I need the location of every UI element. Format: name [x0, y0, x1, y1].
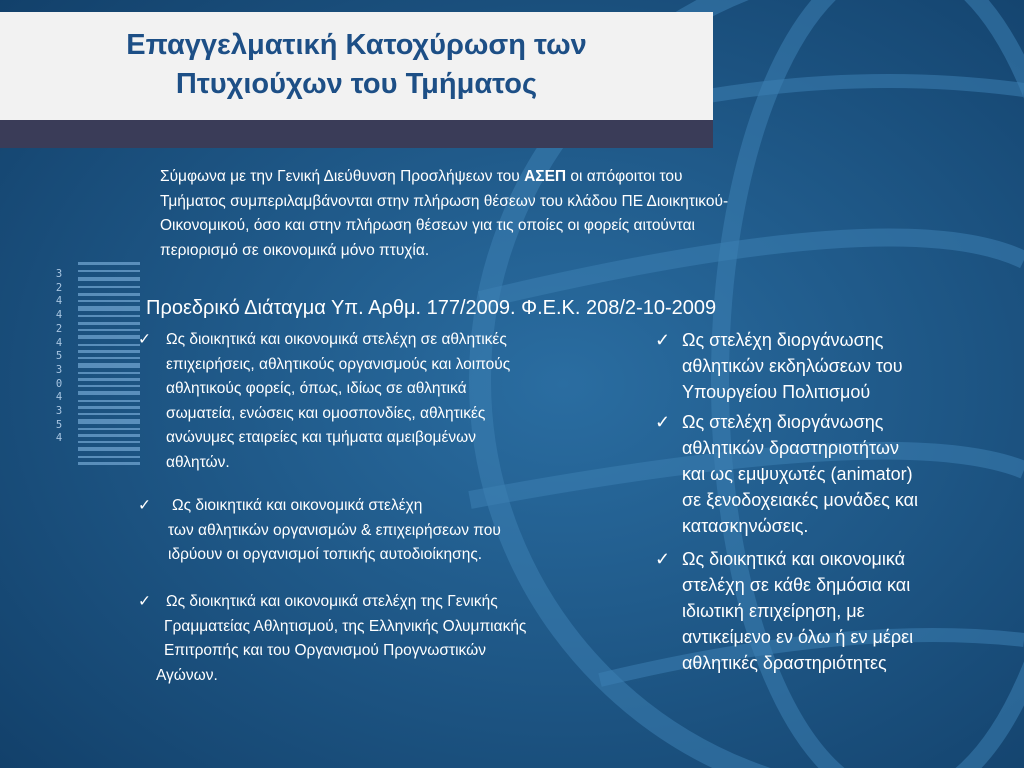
left-list-item — [138, 328, 638, 475]
item-line: αντικείμενο εν όλω ή εν μέρει — [682, 627, 914, 647]
title-line-2: Πτυχιούχων του Τμήματος — [175, 68, 538, 100]
item-line: στελέχη σε κάθε δημόσια και — [682, 575, 911, 595]
barcode-number — [52, 268, 66, 446]
item-line: αθλητών. — [166, 453, 230, 471]
barcode-digit: 4 — [55, 336, 63, 349]
check-icon: ✓ — [138, 497, 151, 514]
decree-heading: Προεδρικό Διάταγμα Υπ. Αρθμ. 177/2009. Φ.Ε.Κ. 208/2-10-2009 — [146, 297, 717, 319]
check-icon: ✓ — [138, 593, 151, 610]
item-line: των αθλητικών οργανισμών & επιχειρήσεων που — [168, 521, 501, 539]
barcode-digit: 0 — [55, 377, 63, 390]
check-icon: ✓ — [655, 330, 671, 350]
intro-line-3: Οικονομικού, όσο και στην πλήρωση θέσεων για τις οποίες οι φορείς αιτούνται — [160, 217, 695, 234]
intro-line-2: Τμήματος συμπεριλαμβάνονται στην πλήρωση θέσεων του κλάδου ΠΕ Διοικητικού- — [160, 192, 729, 210]
item-line: αθλητικών εκδηλώσεων του — [682, 356, 903, 376]
item-line: κατασκηνώσεις. — [682, 516, 809, 536]
item-line: Επιτροπής και του Οργανισμού Προγνωστικών — [164, 642, 486, 659]
title-underline-band — [0, 120, 713, 148]
right-list-item — [655, 546, 975, 676]
barcode-digit: 2 — [55, 322, 63, 335]
item-line: επιχειρήσεις, αθλητικούς οργανισμούς και λοιπούς — [166, 355, 511, 373]
barcode-digit: 3 — [55, 363, 63, 376]
item-line: Ως διοικητικά και οικονομικά στελέχη — [172, 497, 423, 514]
check-icon: ✓ — [655, 412, 671, 432]
slide-title — [0, 26, 713, 104]
item-line: και ως εμψυχωτές (animator) — [682, 464, 913, 484]
intro-line-4: περιορισμό σε οικονομικά μόνο πτυχία. — [160, 241, 430, 259]
item-line: αθλητικών δραστηριοτήτων — [682, 438, 899, 458]
barcode-digit: 5 — [55, 350, 63, 363]
item-line: Ως διοικητικά και οικονομικά — [682, 549, 906, 569]
item-line: σε ξενοδοχειακές μονάδες και — [682, 490, 919, 510]
item-line: Ως στελέχη διοργάνωσης — [682, 330, 884, 350]
asep-emphasis: ΑΣΕΠ — [524, 168, 567, 185]
barcode-digit: 3 — [55, 268, 63, 280]
item-line: Αγώνων. — [156, 666, 218, 684]
title-line-1: Επαγγελματική Κατοχύρωση των — [126, 29, 587, 61]
item-line: Ως διοικητικά και οικονομικά στελέχη της Γενικής — [166, 593, 498, 610]
item-line: Ως στελέχη διοργάνωσης — [682, 412, 884, 432]
item-line: αθλητικές δραστηριότητες — [682, 653, 887, 673]
item-line: αθλητικούς φορείς, όπως, ιδίως σε αθλητικά — [166, 380, 467, 397]
item-line: ιδιωτική επιχείρηση, με — [682, 601, 865, 621]
barcode-digit: 5 — [55, 418, 63, 431]
item-line: ανώνυμες εταιρείες και τμήματα αμειβομένων — [166, 429, 476, 446]
check-icon: ✓ — [138, 331, 151, 348]
left-list-item — [138, 494, 638, 568]
intro-line-1-end: οι απόφοιτοι του — [566, 168, 683, 185]
barcode-digit: 4 — [55, 295, 63, 308]
barcode-digit: 2 — [55, 281, 63, 294]
right-list-item — [655, 327, 975, 405]
check-icon: ✓ — [655, 549, 671, 569]
barcode-digit: 4 — [55, 309, 63, 322]
right-list-item — [655, 409, 975, 539]
item-line: ιδρύουν οι οργανισμοί τοπικής αυτοδιοίκησης. — [168, 546, 483, 563]
intro-paragraph — [160, 165, 900, 263]
item-line: Ως διοικητικά και οικονομικά στελέχη σε αθλητικές — [166, 331, 507, 348]
barcode-digit: 3 — [55, 405, 63, 418]
barcode-digit: 4 — [55, 432, 63, 445]
barcode-digit: 4 — [55, 391, 63, 404]
item-line: Γραμματείας Αθλητισμού, της Ελληνικής Ολυμπιακής — [164, 617, 527, 635]
left-list-item — [138, 590, 648, 688]
intro-line-1-start: Σύμφωνα με την Γενική Διεύθυνση Προσλήψεων του — [160, 168, 525, 185]
item-line: σωματεία, ενώσεις και ομοσπονδίες, αθλητικές — [166, 404, 486, 422]
item-line: Υπουργείου Πολιτισμού — [682, 382, 871, 402]
intro-line-1 — [160, 165, 900, 190]
